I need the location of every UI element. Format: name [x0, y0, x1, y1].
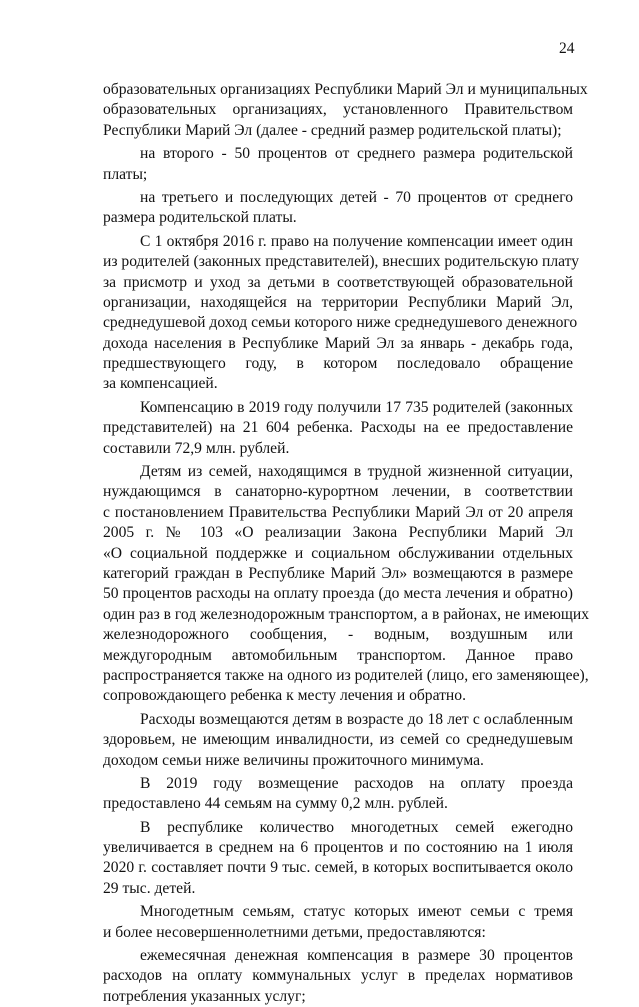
text-line: 2020 г. составляет почти 9 тыс. семей, в которых воспитывается около [103, 859, 573, 877]
text-line: предоставлено 44 семьям на сумму 0,2 млн. рублей. [103, 795, 448, 813]
text-line: составили 72,9 млн. рублей. [103, 439, 290, 457]
text-line: С 1 октября 2016 г. право на получение компенсации имеет один [140, 232, 573, 250]
text-line: на второго - 50 процентов от среднего размера родительской [140, 145, 573, 163]
text-line: за присмотр и уход за детьми в соответствующей образовательной [103, 273, 573, 291]
text-line: среднедушевой доход семьи которого ниже среднедушевого денежного [103, 314, 578, 332]
text-line: за компенсацией. [103, 375, 218, 393]
text-line: категорий граждан в Республике Марий Эл» возмещаются в размере [103, 564, 573, 582]
text-line: 29 тыс. детей. [103, 879, 196, 897]
page-number: 24 [559, 40, 575, 57]
document-body [103, 80, 590, 1007]
text-line: 50 процентов расходы на оплату проезда (до места лечения и обратно) [103, 585, 573, 603]
text-line: В республике количество многодетных семей ежегодно [140, 818, 573, 836]
text-line: Многодетным семьям, статус которых имеют семьи с тремя [140, 903, 573, 921]
text-line: нуждающимся в санаторно-курортном лечении, в соответствии [103, 483, 573, 501]
text-line: 2005 г. № 103 «О реализации Закона Республики Марий Эл [103, 524, 573, 542]
text-line: организации, находящейся на территории Республики Марий Эл, [103, 293, 573, 311]
text-line: Республики Марий Эл (далее - средний размер родительской платы); [103, 121, 562, 139]
text-line: из родителей (законных представителей), внесших родительскую плату [103, 253, 580, 271]
text-line: здоровьем, не имеющим инвалидности, из семей со среднедушевым [103, 731, 573, 749]
text-line: образовательных организациях Республики Марий Эл и муниципальных [103, 81, 588, 98]
text-line: Детям из семей, находящимся в трудной жизненной ситуации, [140, 463, 573, 481]
text-line: Компенсацию в 2019 году получили 17 735 родителей (законных [140, 398, 573, 416]
text-line: расходов на оплату коммунальных услуг в пределах нормативов [103, 967, 573, 985]
text-line: «О социальной поддержке и социальном обслуживании отдельных [103, 544, 573, 562]
text-line: образовательных организациях, установленного Правительством [103, 101, 573, 119]
text-line: междугородным автомобильным транспортом. Данное право [103, 646, 573, 664]
text-line: распространяется также на одного из родителей (лицо, его заменяющее), [103, 666, 589, 684]
text-line: доходом семьи ниже величины прожиточного минимума. [103, 751, 484, 769]
text-line: дохода населения в Республике Марий Эл за январь - декабрь года, [103, 334, 573, 352]
text-line: на третьего и последующих детей - 70 процентов от среднего [140, 188, 573, 206]
text-line: и более несовершеннолетними детьми, предоставляются: [103, 923, 486, 941]
text-line: с постановлением Правительства Республики Марий Эл от 20 апреля [103, 503, 573, 521]
text-line: Расходы возмещаются детям в возрасте до 18 лет с ослабленным [140, 710, 573, 728]
text-line: сопровождающего ребенка к месту лечения и обратно. [103, 687, 466, 705]
text-line: представителей) на 21 604 ребенка. Расходы на ее предоставление [103, 419, 573, 437]
text-line: потребления указанных услуг; [103, 987, 306, 1005]
text-line: платы; [103, 165, 148, 183]
text-line: В 2019 году возмещение расходов на оплату проезда [140, 774, 573, 792]
text-line: размера родительской платы. [103, 209, 297, 227]
text-line: увеличивается в среднем на 6 процентов и по состоянию на 1 июля [103, 839, 573, 857]
text-line: железнодорожного сообщения, - водным, воздушным или [103, 626, 573, 644]
text-line: предшествующего году, в котором последовало обращение [103, 355, 573, 373]
text-line: ежемесячная денежная компенсация в размере 30 процентов [140, 947, 573, 965]
text-line: один раз в год железнодорожным транспортом, а в районах, не имеющих [103, 605, 590, 623]
